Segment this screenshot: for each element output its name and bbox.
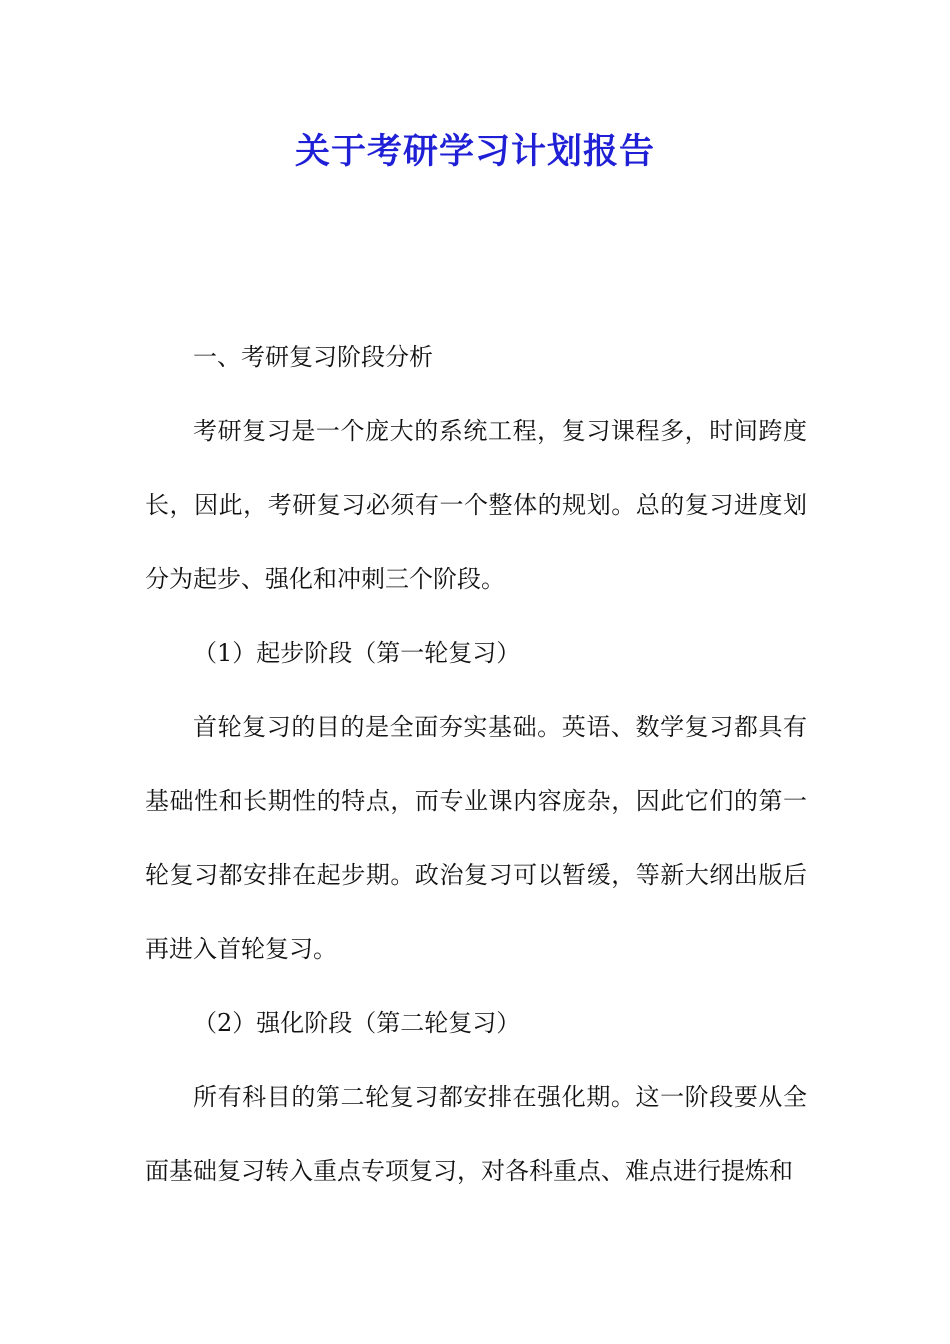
paragraph: 首轮复习的目的是全面夯实基础。英语、数学复习都具有基础性和长期性的特点，而专业课内容庞杂，因此它们的第一轮复习都安排在起步期。政治复习可以暂缓，等新大纲出版后再进入首轮复习。 [145, 713, 807, 963]
section-heading: 一、考研复习阶段分析 [193, 343, 433, 371]
subsection-heading: （1）起步阶段（第一轮复习） [193, 639, 521, 667]
document-title: 关于考研学习计划报告 [294, 132, 655, 172]
document-body [145, 320, 807, 1208]
subsection-heading: （2）强化阶段（第二轮复习） [193, 1009, 521, 1037]
paragraph: 考研复习是一个庞大的系统工程，复习课程多，时间跨度长，因此，考研复习必须有一个整体的规划。总的复习进度划分为起步、强化和冲刺三个阶段。 [145, 417, 807, 593]
paragraph: 所有科目的第二轮复习都安排在强化期。这一阶段要从全面基础复习转入重点专项复习，对各科重点、难点进行提炼和 [145, 1083, 807, 1185]
